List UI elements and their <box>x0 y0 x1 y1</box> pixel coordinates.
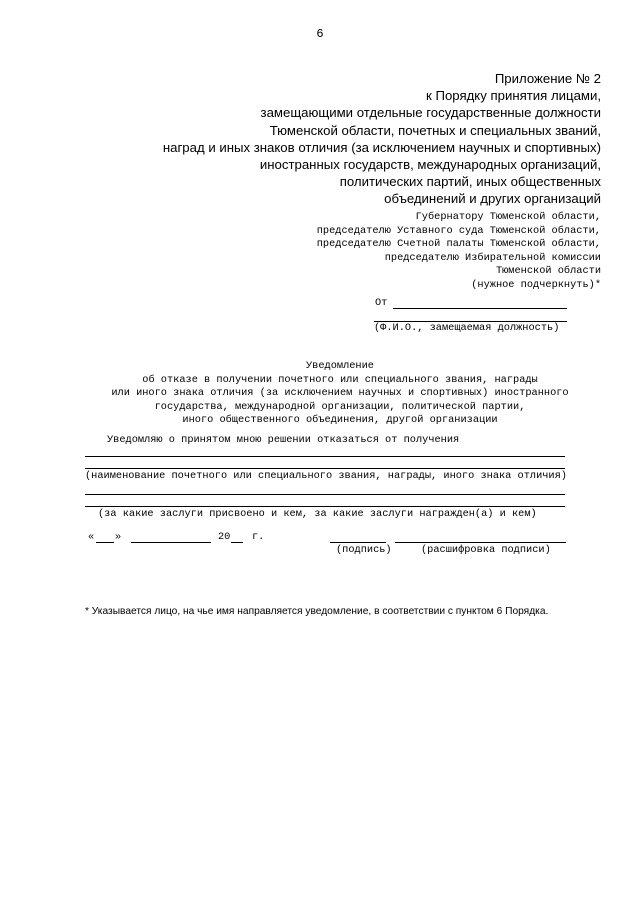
date-year-field[interactable] <box>231 542 243 543</box>
footnote: * Указывается лицо, на чье имя направляется уведомление, в соответствии с пунктом 6 Порядка. <box>85 606 549 617</box>
addressee-line: председателю Уставного суда Тюменской области, <box>316 224 601 237</box>
signature-field[interactable] <box>330 542 386 543</box>
date-month-field[interactable] <box>131 542 211 543</box>
appendix-line: политических партий, иных общественных <box>339 174 601 190</box>
appendix-line: Приложение № 2 <box>494 71 601 86</box>
addressee-block <box>201 211 601 293</box>
signature-decode-caption: (расшифровка подписи) <box>421 544 551 556</box>
notice-heading <box>60 360 620 428</box>
notice-subtitle-line: иного общественного объединения, другой организации <box>182 414 498 427</box>
date-year-prefix: 20 <box>218 531 231 543</box>
merits-caption: (за какие заслуги присвоено и кем, за какие заслуги награжден(а) и кем) <box>98 508 537 520</box>
appendix-header <box>101 70 601 208</box>
merits-field-line[interactable] <box>85 494 565 495</box>
notice-subtitle-line: об отказе в получении почетного или специального звания, награды <box>142 373 538 386</box>
award-field-line[interactable] <box>85 456 565 457</box>
appendix-line: к Порядку принятия лицами, <box>426 88 601 104</box>
addressee-line: председателю Избирательной комиссии <box>384 251 601 264</box>
date-year-suffix: г. <box>252 531 265 543</box>
addressee-line: председателю Счетной палаты Тюменской области, <box>316 238 601 251</box>
signature-caption: (подпись) <box>336 544 392 556</box>
award-caption: (наименование почетного или специального звания, награды, иного знака отличия) <box>85 470 567 482</box>
date-open-quote: « <box>88 531 95 543</box>
appendix-line: наград и иных знаков отличия (за исключением научных и спортивных) <box>162 139 601 155</box>
appendix-line: объединений и других организаций <box>384 191 601 207</box>
addressee-line: Губернатору Тюменской области, <box>415 211 601 223</box>
date-close-quote: » <box>115 531 122 543</box>
signature-decode-field[interactable] <box>395 542 566 543</box>
merits-field-line[interactable] <box>85 506 565 507</box>
from-caption: (Ф.И.О., замещаемая должность) <box>374 322 560 334</box>
addressee-line: Тюменской области <box>495 265 601 278</box>
from-label: От <box>375 297 388 309</box>
notice-title: Уведомление <box>306 360 374 372</box>
appendix-line: Тюменской области, почетных и специальных званий, <box>269 122 601 138</box>
from-name-field[interactable] <box>393 308 567 309</box>
addressee-line: (нужное подчеркнуть)* <box>471 278 601 291</box>
page-number: 6 <box>316 27 324 41</box>
appendix-line: замещающими отдельные государственные должности <box>260 105 601 121</box>
award-field-line[interactable] <box>85 468 565 469</box>
appendix-line: иностранных государств, международных организаций, <box>259 157 601 173</box>
notice-body: Уведомляю о принятом мною решении отказаться от получения <box>107 434 460 446</box>
notice-subtitle-line: государства, международной организации, политической партии, <box>154 400 526 413</box>
date-day-field[interactable] <box>96 542 114 543</box>
notice-subtitle-line: или иного знака отличия (за исключением научных и спортивных) иностранного <box>111 387 569 400</box>
